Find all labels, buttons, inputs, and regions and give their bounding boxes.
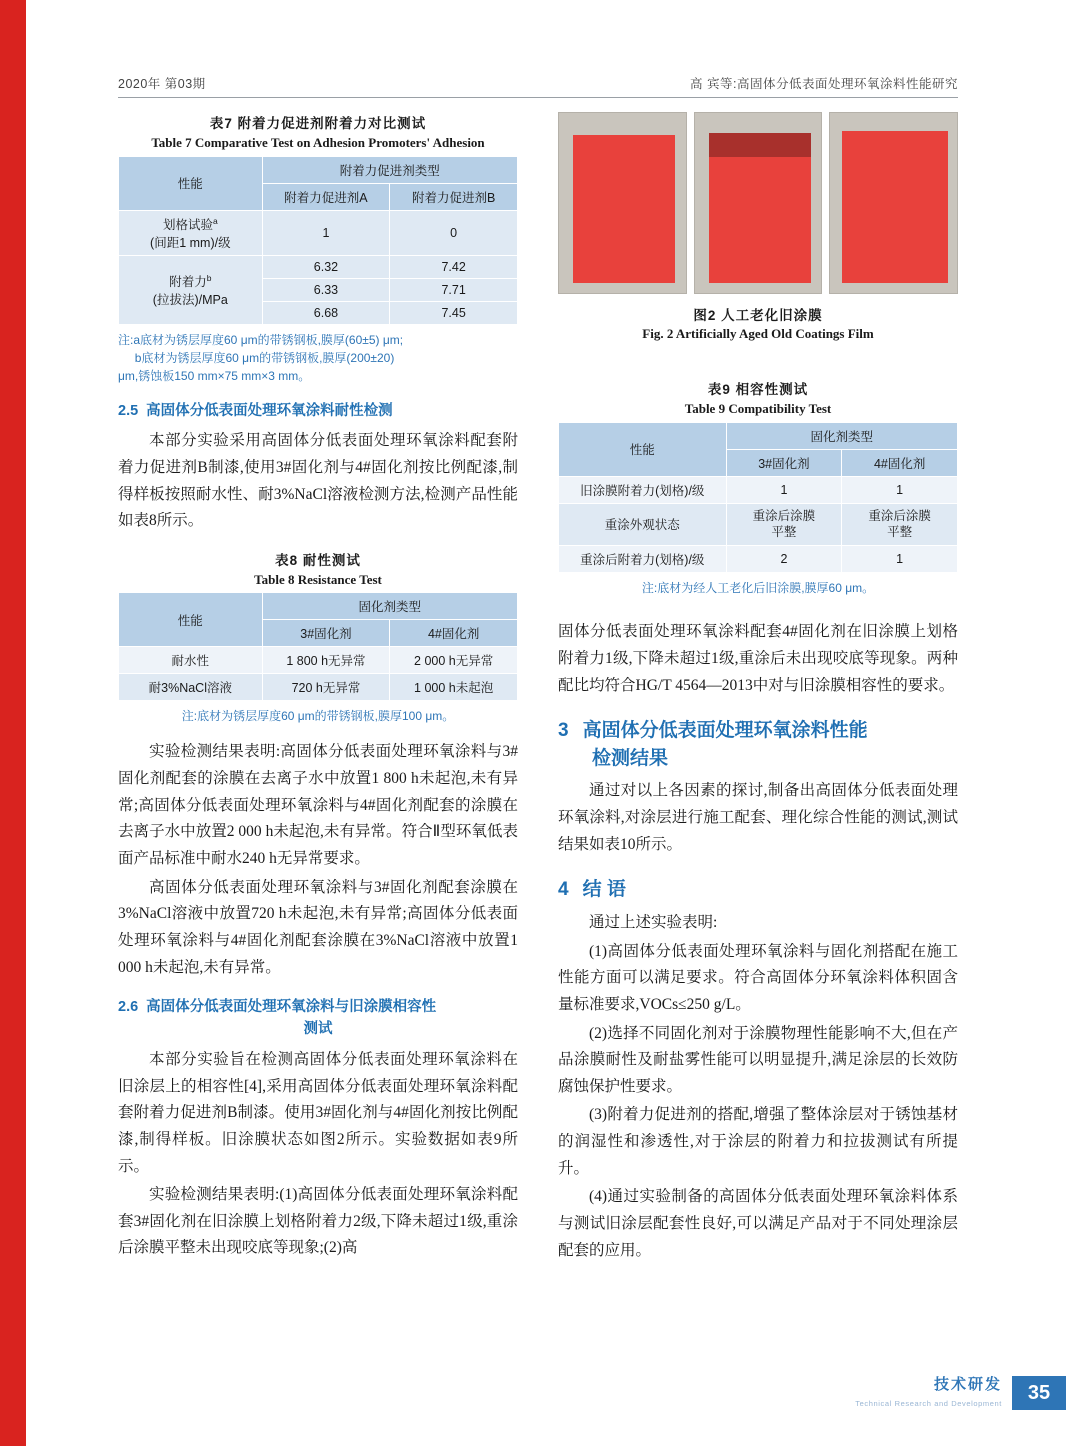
section-2-6-p2: 实验检测结果表明:(1)高固体分低表面处理环氧涂料配套3#固化剂在旧涂膜上划格附着力2级,下降未超过1级,重涂后涂膜平整未出现咬底等现象;(2)高 [118,1186,518,1257]
table7-caption [118,112,518,152]
section-2-6-number: 2.6 [118,999,139,1016]
table7-row0-label-l1: 划格试验 [162,217,213,232]
section-4-heading [558,876,958,904]
table8-row1-a: 720 h无异常 [262,674,390,701]
right-column [558,112,958,1266]
table9 [558,422,958,574]
table9-row0-b: 1 [842,476,958,503]
table9-row0-label: 旧涂膜附着力(划格)/级 [559,476,727,503]
table8-row1-label: 耐3%NaCl溶液 [119,674,263,701]
table7-row1-b0: 7.42 [390,255,518,278]
page-footer [774,1372,1074,1416]
section-4-number: 4 [558,879,569,901]
section-4-p1: (1)高固体分低表面处理环氧涂料与固化剂搭配在施工性能方面可以满足要求。符合高固体分环氧涂料体积固含量标准要求,VOCs≤250 g/L。 [558,942,958,1013]
table-row [559,546,958,573]
table9-header-group: 固化剂类型 [726,422,957,449]
section-3-heading [558,717,958,772]
table9-header-a: 3#固化剂 [726,449,842,476]
table7-row1-label-l1: 附着力 [169,274,207,289]
table7-note-l3: μm,锈蚀板150 mm×75 mm×3 mm。 [118,368,311,383]
section-2-5-title: 高固体分低表面处理环氧涂料耐性检测 [146,402,393,419]
table8-caption-en: Table 8 Resistance Test [254,571,382,587]
table7-row1-a0: 6.32 [262,255,390,278]
section-4-p4: (4)通过实验制备的高固体分低表面处理环氧涂料体系与测试旧涂层配套性良好,可以满足产品对于不同处理涂层配套的应用。 [558,1188,958,1259]
table7-row0-label-l2: (间距1 mm)/级 [150,235,231,250]
section-4-p3: (3)附着力促进剂的搭配,增强了整体涂层对于锈蚀基材的润湿性和渗透性,对于涂层的附着力和拉拔测试有所提升。 [558,1106,958,1177]
table-row [559,476,958,503]
table7-row1-label [119,255,263,324]
figure2-caption [558,304,958,342]
header-issue: 2020年 第03期 [118,77,206,91]
table8-row1-b: 1 000 h未起泡 [390,674,518,701]
table9-caption-en: Table 9 Compatibility Test [684,401,832,416]
table9-header-b: 4#固化剂 [842,449,958,476]
table9-row1-a [726,503,842,546]
figure2-panel-1 [558,112,687,294]
table7-row0-b: 0 [390,210,518,255]
table7-header-perf: 性能 [119,156,263,210]
table9-caption [558,378,958,418]
left-red-bar [0,0,26,1446]
table9-header-perf: 性能 [559,422,727,476]
header-divider [118,97,958,98]
table8-row0-a: 1 800 h无异常 [262,647,390,674]
table8-caption [118,549,518,589]
right-body-p1: 固体分低表面处理环氧涂料配套4#固化剂在旧涂膜上划格附着力1级,下降未超过1级,重涂后未出现咬底等现象。两种配比均符合HG/T 4564—2013中对与旧涂膜相容性的要求。 [558,623,958,694]
table-row [119,674,518,701]
table9-row1-b-l2: 平整 [887,525,913,540]
table9-row2-b: 1 [842,546,958,573]
table8-header-group: 固化剂类型 [262,593,517,620]
header-article-title: 高 宾等:高固体分低表面处理环氧涂料性能研究 [690,77,958,91]
table7-row1-b2: 7.45 [390,301,518,324]
figure2-panel-3 [829,112,958,294]
section-4-p0: 通过上述实验表明: [589,913,718,931]
figure2-panel-2 [694,112,823,294]
table-row [119,593,518,620]
table7-row1-a1: 6.33 [262,278,390,301]
table7 [118,156,518,325]
table9-row2-a: 2 [726,546,842,573]
table7-row1-b1: 7.71 [390,278,518,301]
table7-row1-label-l2: (拉拔法)/MPa [152,292,228,307]
section-2-5-p1: 本部分实验采用高固体分低表面处理环氧涂料配套附着力促进剂B制漆,使用3#固化剂与4#固化剂按比例配漆,制得样板按照耐水性、耐3%NaCl溶液检测方法,检测产品性能如表8所示。 [118,432,518,530]
section-2-5-number: 2.5 [118,402,139,419]
table7-note [118,331,518,385]
table8-header-b: 4#固化剂 [390,620,518,647]
table9-row1-label: 重涂外观状态 [559,503,727,546]
section-4-title: 结 语 [582,879,626,901]
figure2-caption-en: Fig. 2 Artificially Aged Old Coatings Film [642,326,874,341]
section-2-6-title-l2: 测试 [303,1021,333,1038]
table9-row1-a-l1: 重涂后涂膜 [752,508,816,523]
section-2-6-heading [118,997,518,1041]
table-row [559,503,958,546]
table7-note-l2: b底材为锈层厚度60 μm的带锈钢板,膜厚(200±20) [134,350,395,365]
section-2-6-p1: 本部分实验旨在检测高固体分低表面处理环氧涂料在旧涂层上的相容性[4],采用高固体分低表面处理环氧涂料配套附着力促进剂B制漆。使用3#固化剂与4#固化剂按比例配漆,制得样板。旧涂膜状态如图2所示。实验数据如表9所示。 [118,1050,518,1175]
table8-note: 注:底材为锈层厚度60 μm的带锈钢板,膜厚100 μm。 [181,709,455,724]
table8 [118,592,518,701]
table7-header-group: 附着力促进剂类型 [262,156,517,183]
footer-section-label: 技术研发 [933,1376,1002,1393]
table-row [119,156,518,183]
table7-row0-label-sup: a [212,215,218,226]
table8-row0-b: 2 000 h无异常 [390,647,518,674]
table8-row0-label: 耐水性 [119,647,263,674]
table9-row1-b-l1: 重涂后涂膜 [868,508,931,523]
table9-row1-b [842,503,958,546]
table7-caption-cn: 表7 附着力促进剂附着力对比测试 [209,116,427,131]
table7-caption-en: Table 7 Comparative Test on Adhesion Promoters' Adhesion [151,135,485,150]
table7-row0-a: 1 [262,210,390,255]
table9-row0-a: 1 [726,476,842,503]
table-row [559,422,958,449]
table9-row1-a-l2: 平整 [771,525,797,540]
section-3-number: 3 [558,720,569,742]
table7-row1-a2: 6.68 [262,301,390,324]
footer-section-sub: Technical Research and Development [855,1399,1002,1408]
table-row [119,647,518,674]
table7-note-l1: 注:a底材为锈层厚度60 μm的带锈钢板,膜厚(60±5) μm; [118,332,404,347]
table-row [119,255,518,278]
table9-caption-cn: 表9 相容性测试 [707,382,809,397]
table8-caption-cn: 表8 耐性测试 [275,552,361,568]
section-2-5-heading [118,401,518,423]
figure2-images [558,112,958,294]
section-3-title-l1: 高固体分低表面处理环氧涂料性能 [582,720,868,742]
figure2-caption-cn: 图2 人工老化旧涂膜 [693,308,823,323]
left-body-p1: 实验检测结果表明:高固体分低表面处理环氧涂料与3#固化剂配套的涂膜在去离子水中放置1 800 h未起泡,未有异常;高固体分低表面处理环氧涂料与4#固化剂配套的涂膜在去离子水中放置2 000 h未起泡,未有异常。符合Ⅱ型环氧低表面产品标准中耐水240 h无异常要求。 [118,743,518,868]
table8-header-perf: 性能 [119,593,263,647]
table7-row0-label [119,210,263,255]
left-column [118,112,518,1264]
table9-row2-label: 重涂后附着力(划格)/级 [559,546,727,573]
table-row [119,210,518,255]
section-3-title-l2: 检测结果 [592,747,669,769]
section-2-6-title-l1: 高固体分低表面处理环氧涂料与旧涂膜相容性 [146,999,437,1016]
section-3-p1: 通过对以上各因素的探讨,制备出高固体分低表面处理环氧涂料,对涂层进行施工配套、理化综合性能的测试,测试结果如表10所示。 [558,782,958,853]
table7-header-a: 附着力促进剂A [262,183,390,210]
page-number: 35 [1012,1376,1066,1410]
section-4-p2: (2)选择不同固化剂对于涂膜物理性能影响不大,但在产品涂膜耐性及耐盐雾性能可以明显提升,满足涂层的长效防腐蚀保护性要求。 [558,1024,958,1095]
left-body-p2: 高固体分低表面处理环氧涂料与3#固化剂配套涂膜在3%NaCl溶液中放置720 h未起泡,未有异常;高固体分低表面处理环氧涂料与4#固化剂配套涂膜在3%NaCl溶液中放置1 000 h未起泡,未有异常。 [118,878,518,976]
table9-note: 注:底材为经人工老化后旧涂膜,膜厚60 μm。 [641,581,875,596]
page-header [118,74,958,92]
table7-row1-label-sup: b [206,272,212,283]
table7-header-b: 附着力促进剂B [390,183,518,210]
table8-header-a: 3#固化剂 [262,620,390,647]
